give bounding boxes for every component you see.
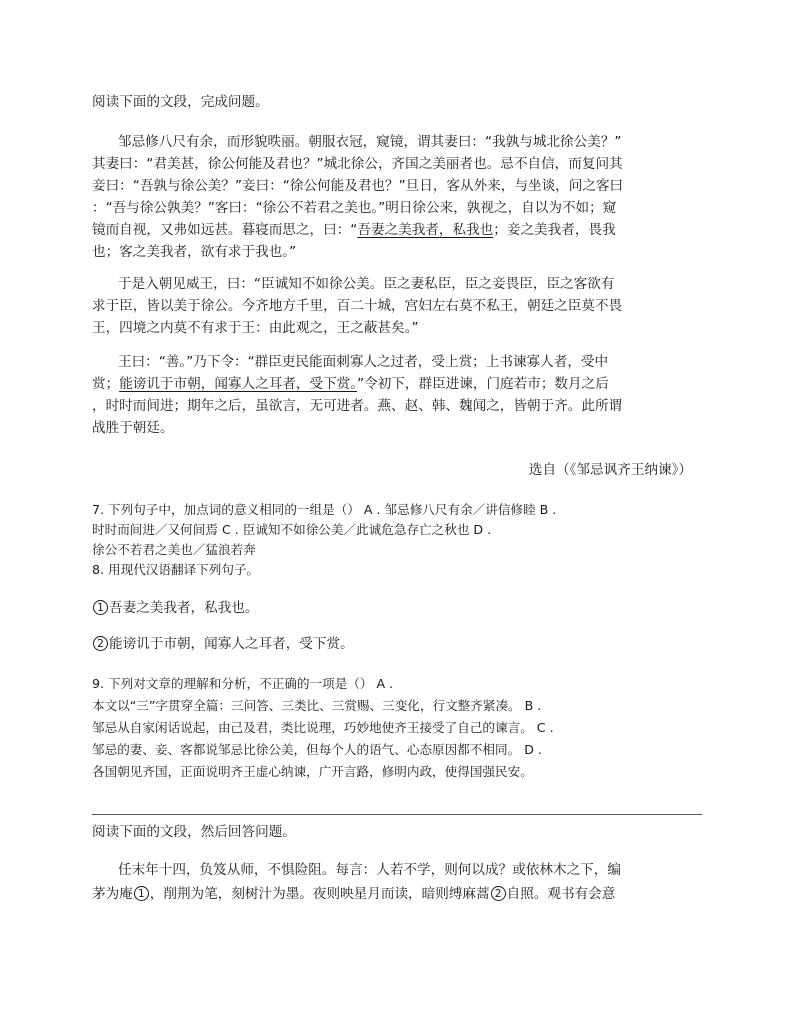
underlined-sentence-2: 能谤讥于市朝，闻寡人之耳者，受下赏。	[119, 376, 358, 392]
section2-line-2	[92, 884, 615, 904]
para3-line-3: ，时时而间进；期年之后，虽欲言，无可进者。燕、赵、韩、魏闻之，皆朝于齐。此所谓	[92, 398, 623, 414]
q9-line-5: 各国朝见齐国，正面说明齐王虚心纳谏，广开言路，修明内政，使得国强民安。	[92, 764, 533, 779]
para3-line-2-end: ”令初下，群臣进谏，门庭若市；数月之后	[357, 376, 609, 392]
para1-line-2: 其妻曰：“君美甚，徐公何能及君也？”城北徐公，齐国之美丽者也。忌不自信，而复问其	[92, 156, 623, 172]
q9-line-4: 邹忌的妻、妾、客都说邹忌比徐公美，但每个人的语气、心态原因都不相同。 D .	[92, 742, 542, 757]
section2-line-2-a: 茅为庵	[92, 886, 133, 902]
para1-line-6: 也；客之美我者，欲有求于我也。”	[92, 244, 297, 260]
para2-line-1: 于是入朝见威王，曰：“臣诚知不如徐公美。臣之妻私臣，臣之妾畏臣，臣之客欲有	[118, 276, 615, 292]
circled-number-1: 1	[134, 886, 149, 901]
circled-number-1: 1	[93, 600, 108, 615]
source-citation: 选自（《邹忌讽齐王纳谏》）	[528, 462, 692, 478]
para3-line-1: 王曰：“善。”乃下令：“群臣吏民能面刺寡人之过者，受上赏；上书谏寡人者，受中	[118, 354, 609, 370]
para1-line-3: 妾曰：“吾孰与徐公美？”妾曰：“徐公何能及君也？”旦日，客从外来，与坐谈，问之客曰	[92, 178, 624, 194]
section2-line-2-b: ，削荆为笔，刻树汁为墨。夜则映星月而读，暗则缚麻蒿	[149, 886, 490, 902]
circled-number-2: 2	[93, 636, 108, 651]
section-divider	[92, 814, 702, 815]
para3-line-2	[92, 374, 609, 394]
circled-number-2: 2	[491, 886, 506, 901]
para1-line-5-start: 镜而自视，又弗如远甚。暮寝而思之，曰：“	[92, 222, 358, 238]
para1-line-5	[92, 220, 616, 240]
para2-line-2: 求于臣，皆以美于徐公。今齐地方千里，百二十城，宫妇左右莫不私王，朝廷之臣莫不畏	[92, 298, 623, 314]
q8-item-2-text: 能谤讥于市朝，闻寡人之耳者，受下赏。	[109, 636, 354, 652]
q8-title: 8. 用现代汉语翻译下列句子。	[92, 562, 260, 577]
para1-line-5-end: ；妾之美我者，畏我	[493, 222, 616, 238]
q9-line-2: 本文以“三”字贯穿全篇：三问答、三类比、三赏赐、三变化，行文整齐紧凑。 B .	[92, 698, 542, 713]
section1-instruction: 阅读下面的文段，完成问题。	[92, 94, 269, 110]
q7-line-3: 徐公不若君之美也／猛浪若奔	[92, 542, 256, 557]
para3-line-4: 战胜于朝廷。	[92, 420, 174, 436]
section2-line-1: 任末年十四，负笈从师，不惧险阻。每言：人若不学，则何以成？或依林木之下，编	[118, 862, 621, 878]
q7-line-1: 7. 下列句子中，加点词的意义相同的一组是（） A . 邹忌修八尺有余／讲信修睦 B .	[92, 502, 557, 517]
para1-line-4: ：“吾与徐公孰美？”客曰：“徐公不若君之美也。”明日徐公来，孰视之，自以为不如；窥	[92, 200, 617, 216]
underlined-sentence-1: 吾妻之美我者，私我也	[357, 222, 494, 238]
para2-line-3: 王，四境之内莫不有求于王：由此观之，王之蔽甚矣。”	[92, 320, 419, 336]
para1-line-1: 邹忌修八尺有余，而形貌昳丽。朝服衣冠，窥镜，谓其妻曰：“我孰与城北徐公美？”	[118, 134, 622, 150]
section2-instruction: 阅读下面的文段，然后回答问题。	[92, 824, 296, 840]
section2-line-2-c: 自照。观书有会意	[506, 886, 616, 902]
q9-line-1: 9. 下列对文章的理解和分析，不正确的一项是（） A .	[92, 676, 394, 691]
q8-item-1	[92, 598, 259, 618]
q8-item-2	[92, 634, 354, 654]
q9-line-3: 邹忌从自家闲话说起，由己及君，类比说理，巧妙地使齐王接受了自己的谏言。 C .	[92, 720, 554, 735]
para3-line-2-start: 赏；	[92, 376, 120, 392]
q8-item-1-text: 吾妻之美我者，私我也。	[109, 600, 259, 616]
q7-line-2: 时时而间进／又何间焉 C . 臣诚知不如徐公美／此诚危急存亡之秋也 D .	[92, 522, 492, 537]
